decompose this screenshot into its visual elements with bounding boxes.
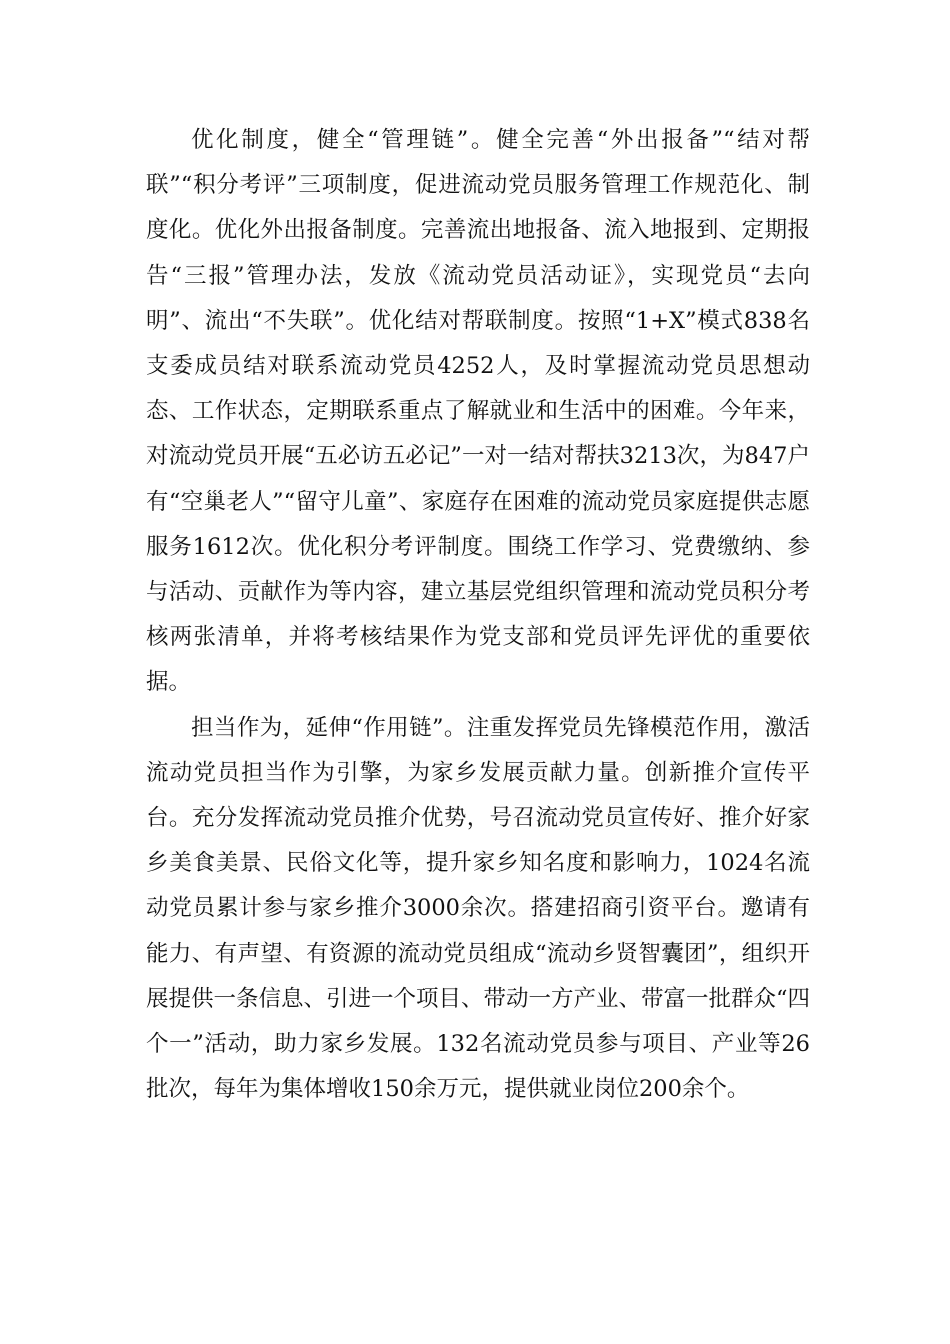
paragraph-management-chain: 优化制度，健全“管理链”。健全完善“外出报备”“结对帮联”“积分考评”三项制度，促进流动党员服务管理工作规范化、制度化。优化外出报备制度。完善流出地报备、流入地报到、定期报告“三报”管理办法，发放《流动党员活动证》，实现党员“去向明”、流出“不失联”。优化结对帮联制度。按照“1+X”模式838名支委成员结对联系流动党员4252人，及时掌握流动党员思想动态、工作状态，定期联系重点了解就业和生活中的困难。今年来，对流动党员开展“五必访五必记”一对一结对帮扶3213次，为847户有“空巢老人”“留守儿童”、家庭存在困难的流动党员家庭提供志愿服务1612次。优化积分考评制度。围绕工作学习、党费缴纳、参与活动、贡献作为等内容，建立基层党组织管理和流动党员积分考核两张清单，并将考核结果作为党支部和党员评先评优的重要依据。: [146, 127, 810, 696]
paragraph-role-chain: 担当作为，延伸“作用链”。注重发挥党员先锋模范作用，激活流动党员担当作为引擎，为家乡发展贡献力量。创新推介宣传平台。充分发挥流动党员推介优势，号召流动党员宣传好、推介好家乡美食美景、民俗文化等，提升家乡知名度和影响力，1024名流动党员累计参与家乡推介3000余次。搭建招商引资平台。邀请有能力、有声望、有资源的流动党员组成“流动乡贤智囊团”，组织开展提供一条信息、引进一个项目、带动一方产业、带富一批群众“四个一”活动，助力家乡发展。132名流动党员参与项目、产业等26批次，每年为集体增收150余万元，提供就业岗位200余个。: [146, 714, 811, 1103]
body-text: [146, 118, 810, 1112]
